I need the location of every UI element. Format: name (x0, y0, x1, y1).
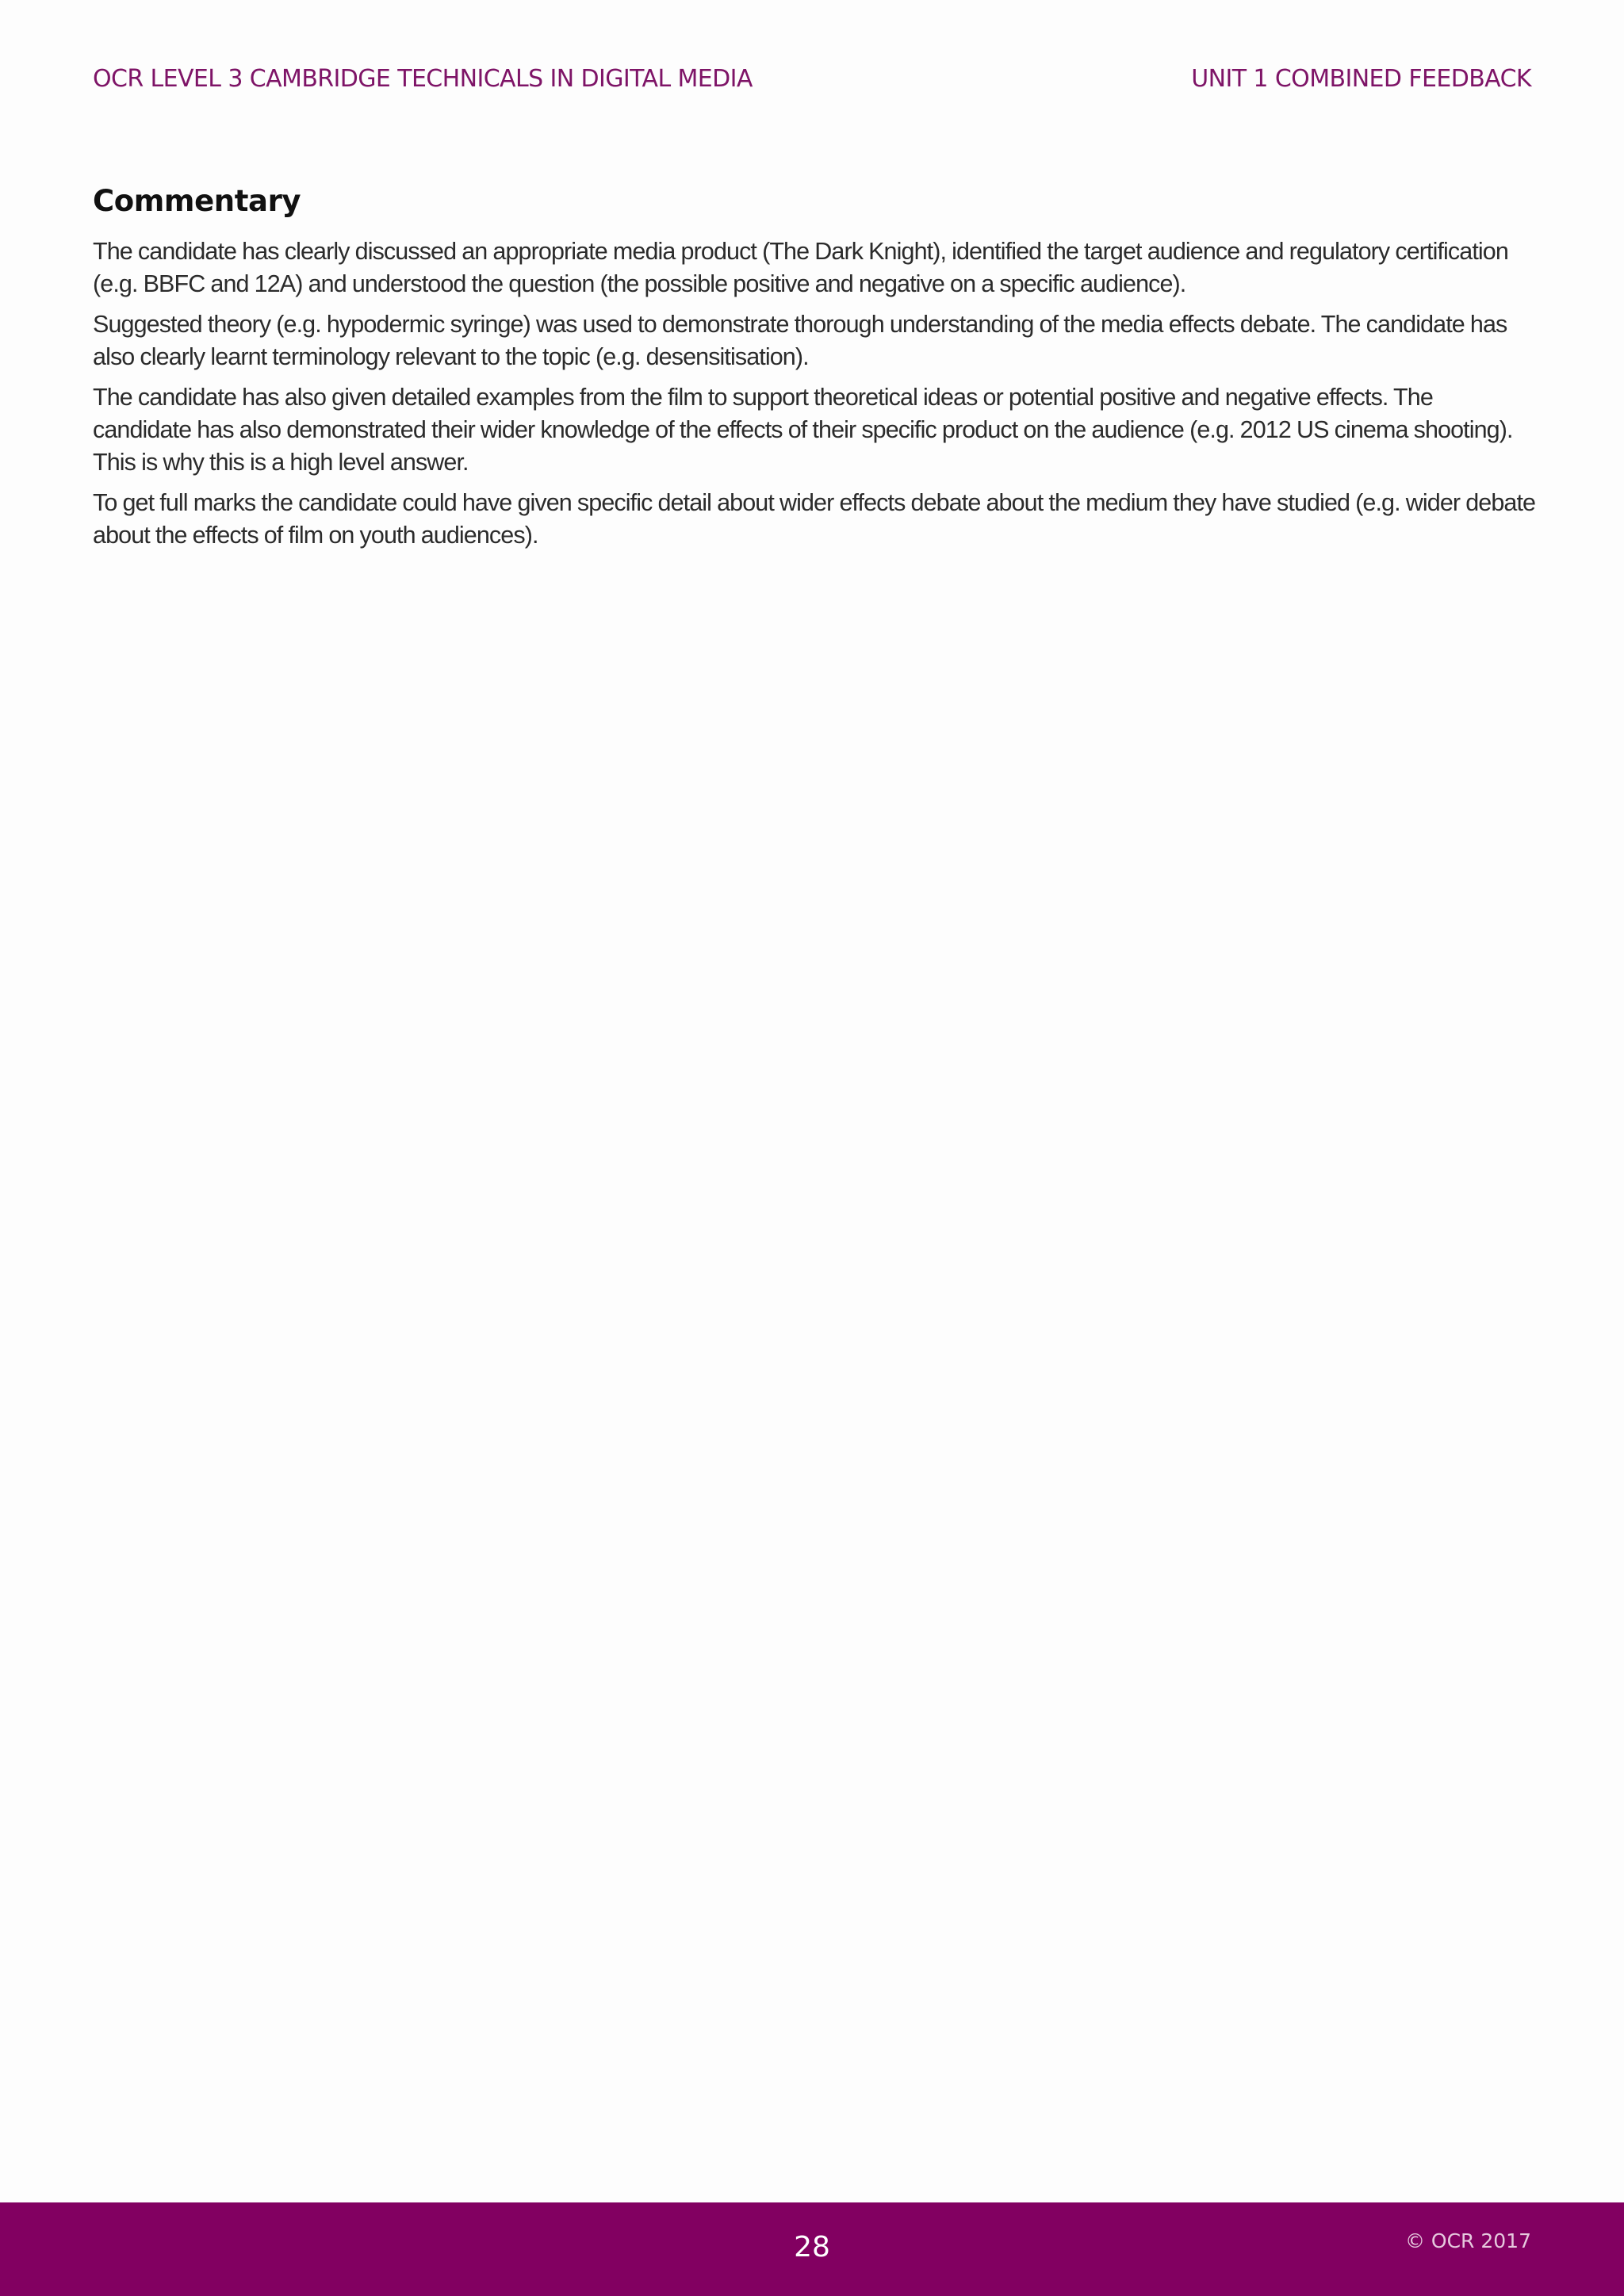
copyright-notice: © OCR 2017 (1404, 2229, 1531, 2252)
page-header (93, 65, 1531, 93)
commentary-heading: Commentary (93, 184, 301, 218)
commentary-paragraph: Suggested theory (e.g. hypodermic syringe) was used to demonstrate thorough understanding of the media effects debate. The candidate has also clearly learnt terminology relevant to the topic (e.g. desensitisation). (93, 311, 1507, 370)
document-series-title: OCR LEVEL 3 CAMBRIDGE TECHNICALS IN DIGITAL MEDIA (93, 65, 753, 93)
footer-bar (0, 2202, 1624, 2296)
unit-title: UNIT 1 COMBINED FEEDBACK (1191, 65, 1531, 93)
commentary-paragraph: The candidate has clearly discussed an appropriate media product (The Dark Knight), identified the target audience and regulatory certification (e.g. BBFC and 12A) and understood the question (the possible positive and negative on a specific audience). (93, 238, 1508, 297)
commentary-paragraph: To get full marks the candidate could have given specific detail about wider effects debate about the medium they have studied (e.g. wider debate about the effects of film on youth audiences). (93, 489, 1536, 549)
commentary-section (93, 184, 1536, 560)
page-number: 28 (794, 2231, 830, 2263)
commentary-paragraph: The candidate has also given detailed examples from the film to support theoretical ideas or potential positive and negative effects. The candidate has also demonstrated their wider knowledge of the effects of their specific product on the audience (e.g. 2012 US cinema shooting). This is why this is a high level answer. (93, 384, 1513, 476)
